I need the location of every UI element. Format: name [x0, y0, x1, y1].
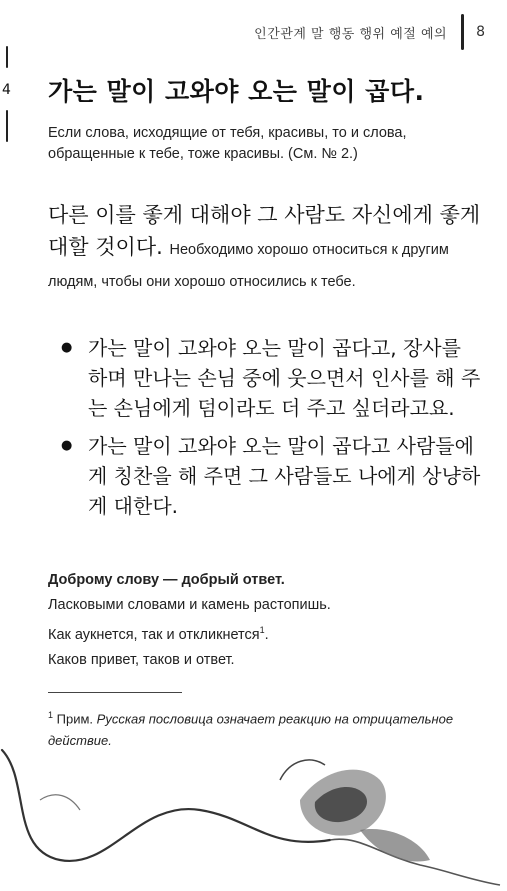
entry-title: 가는 말이 고와야 오는 말이 곱다. — [48, 77, 425, 106]
example-list — [58, 333, 483, 529]
footnote-ref: 1 — [259, 625, 265, 635]
equivalent-line-text: Как аукнется, так и откликнется — [48, 626, 260, 643]
footnote-marker: 1 — [48, 710, 54, 720]
equivalent-line: Ласковыми словами и камень растопишь. — [48, 597, 331, 613]
header-divider — [461, 14, 464, 50]
explanation-russian: Необходимо хорошо относиться к другим людям, чтобы они хорошо относились к тебе. — [48, 242, 449, 290]
margin-mark-top — [6, 46, 8, 68]
footnote-divider — [48, 692, 182, 693]
explanation — [48, 199, 488, 295]
ink-flower-illustration — [0, 740, 507, 891]
entry-number: 4 — [2, 82, 11, 98]
example-item: ● 가는 말이 고와야 오는 말이 곱다고 사람들에게 칭찬을 해 주면 그 사람들도 나에게 상냥하게 대한다. — [58, 431, 483, 521]
footnote-text: Русская пословица означает реакцию на отрицательное действие. — [48, 711, 454, 749]
running-header — [254, 14, 485, 50]
explanation-korean: 다른 이를 좋게 대해야 그 사람도 자신에게 좋게 대할 것이다. — [48, 203, 481, 259]
equivalent-line: Каков привет, таков и ответ. — [48, 651, 235, 668]
page-number: 8 — [476, 24, 485, 40]
equivalent-line-with-note: Как аукнется, так и откликнется$^1$. — [48, 625, 269, 643]
margin-mark-bottom — [6, 110, 8, 142]
title-translation: Если слова, исходящие от тебя, красивы, то и слова, обращенные к тебе, тоже красивы. (См. № 2.) — [48, 125, 407, 162]
russian-equivalents — [48, 568, 478, 673]
footnote-label: Прим. — [56, 711, 94, 727]
header-category: 인간관계 말 행동 행위 예절 예의 — [254, 26, 448, 42]
equivalent-title: Доброму слову — добрый ответ. — [48, 572, 285, 588]
example-item: ● 가는 말이 고와야 오는 말이 곱다고, 장사를 하며 만나는 손님 중에 웃으면서 인사를 해 주는 손님에게 덤이라도 더 주고 싶더라고요. — [58, 333, 483, 423]
